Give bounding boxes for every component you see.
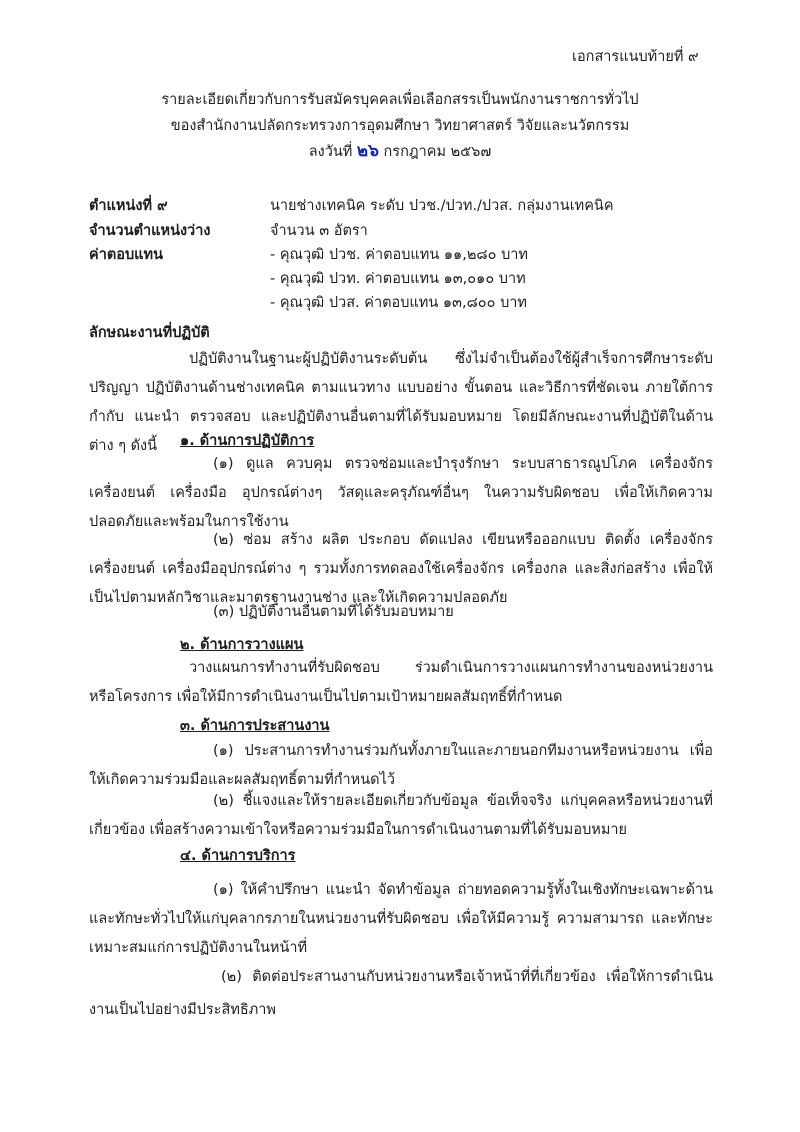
- compensation-item: - คุณวุฒิ ปวช. ค่าตอบแทน ๑๑,๒๘๐ บาท: [270, 247, 528, 263]
- section-title-coordination: ๓. ด้านการประสานงาน: [180, 718, 330, 734]
- section-item: (๑) ให้คำปรึกษา แนะนำ จัดทำข้อมูล ถ่ายทอดความรู้ทั้งในเชิงทักษะเฉพาะด้านและทักษะทั่วไปให้แก่บุคลากรภายในหน่วยงานที่รับผิดชอบ เพื่อให้มีความรู้ ความสามารถ และทักษะเหมาะสมแก่การปฏิบัติงานในหน้าที่: [89, 882, 713, 956]
- duties-heading: ลักษณะงานที่ปฏิบัติ: [89, 325, 210, 341]
- position-value: นายช่างเทคนิค ระดับ ปวช./ปวท./ปวส. กลุ่มงานเทคนิค: [270, 198, 614, 214]
- vacancy-label: จำนวนตำแหน่งว่าง: [89, 223, 211, 239]
- section-item: (๑) ดูแล ควบคุม ตรวจซ่อมและบำรุงรักษา ระบบสาธารณูปโภค เครื่องจักร เครื่องยนต์ เครื่องมือ อุปกรณ์ต่างๆ วัสดุและครุภัณฑ์อื่นๆ ในความรับผิดชอบ เพื่อให้เกิดความปลอดภัยและพร้อมในการใช้งาน: [89, 456, 713, 530]
- compensation-item: - คุณวุฒิ ปวส. ค่าตอบแทน ๑๓,๘๐๐ บาท: [270, 295, 527, 311]
- date-rest: กรกฎาคม ๒๕๖๗: [383, 144, 492, 160]
- section-title-service: ๔. ด้านการบริการ: [180, 848, 296, 864]
- section-item: (๓) ปฏิบัติงานอื่นตามที่ได้รับมอบหมาย: [213, 604, 454, 620]
- section-item: วางแผนการทำงานที่รับผิดชอบ ร่วมดำเนินการวางแผนการทำงานของหน่วยงาน หรือโครงการ เพื่อให้มีการดำเนินงานเป็นไปตามเป้าหมายผลสัมฤทธิ์ที่กำหนด: [89, 660, 713, 705]
- duties-intro: ปฏิบัติงานในฐานะผู้ปฏิบัติงานระดับต้น ซึ่งไม่จำเป็นต้องใช้ผู้สำเร็จการศึกษาระดับปริญญา ปฏิบัติงานด้านช่างเทคนิค ตามแนวทาง แบบอย่าง ขั้นตอน และวิธีการที่ชัดเจน ภายใต้การกำกับ แนะนำ ตรวจสอบ และปฏิบัติงานอื่นตามที่ได้รับมอบหมาย โดยมีลักษณะงานที่ปฏิบัติในด้านต่าง ๆ ดังนี้: [89, 351, 713, 454]
- title-line-1: รายละเอียดเกี่ยวกับการรับสมัครบุคคลเพื่อเลือกสรรเป็นพนักงานราชการทั่วไป: [161, 92, 639, 108]
- section-title-planning: ๒. ด้านการวางแผน: [180, 637, 304, 653]
- compensation-label: ค่าตอบแทน: [89, 247, 163, 263]
- compensation-item: - คุณวุฒิ ปวท. ค่าตอบแทน ๑๓,๐๑๐ บาท: [270, 271, 526, 287]
- annex-label: เอกสารแนบท้ายที่ ๙: [572, 49, 699, 65]
- section-item: (๑) ประสานการทำงานร่วมกันทั้งภายในและภายนอกทีมงานหรือหน่วยงาน เพื่อให้เกิดความร่วมมือและผลสัมฤทธิ์ตามที่กำหนดไว้: [89, 743, 713, 788]
- section-item: (๒) ติดต่อประสานงานกับหน่วยงานหรือเจ้าหน้าที่ที่เกี่ยวข้อง เพื่อให้การดำเนินงานเป็นไปอย่างมีประสิทธิภาพ: [89, 969, 713, 1018]
- position-label: ตำแหน่งที่ ๙: [89, 198, 168, 214]
- section-item: (๒) ซ่อม สร้าง ผลิต ประกอบ ดัดแปลง เขียนหรือออกแบบ ติดตั้ง เครื่องจักร เครื่องยนต์ เครื่องมืออุปกรณ์ต่าง ๆ รวมทั้งการทดลองใช้เครื่องจักร เครื่องกล และสิ่งก่อสร้าง เพื่อให้เป็นไปตามหลักวิชาและมาตรฐานงานช่าง และให้เกิดความปลอดภัย: [89, 532, 713, 606]
- title-line-2: ของสำนักงานปลัดกระทรวงการอุดมศึกษา วิทยาศาสตร์ วิจัยและนวัตกรรม: [170, 118, 630, 134]
- title-date: [0, 141, 800, 162]
- vacancy-value: จำนวน ๓ อัตรา: [270, 223, 368, 239]
- date-prefix: ลงวันที่: [308, 144, 353, 160]
- section-item: (๒) ชี้แจงและให้รายละเอียดเกี่ยวกับข้อมูล ข้อเท็จจริง แก่บุคคลหรือหน่วยงานที่เกี่ยวข้อง เพื่อสร้างความเข้าใจหรือความร่วมมือในการดำเนินงานตามที่ได้รับมอบหมาย: [89, 793, 713, 838]
- section-title-operations: ๑. ด้านการปฏิบัติการ: [180, 433, 315, 449]
- date-day-handwritten: ๒๖: [356, 141, 379, 161]
